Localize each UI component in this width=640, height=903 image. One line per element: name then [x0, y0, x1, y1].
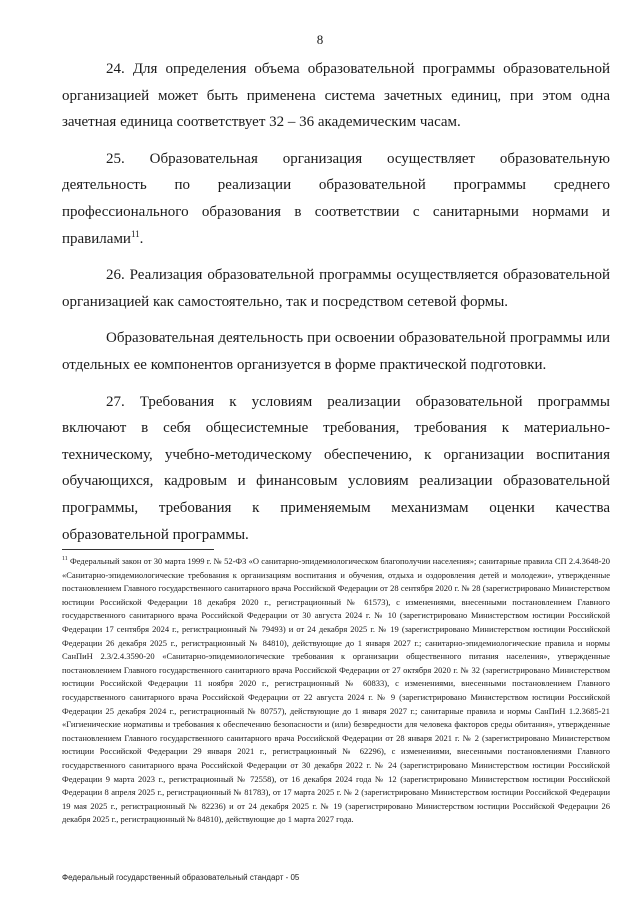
- paragraph-text: 25. Образовательная организация осуществляет образовательную деятельность по реализации образовательной программы среднего профессионального образования в соответствии с санитарными нормами и правилами: [62, 150, 610, 247]
- paragraph-text: 26. Реализация образовательной программы осуществляется образовательной организацией как самостоятельно, так и посредством сетевой формы.: [62, 267, 610, 310]
- paragraph-25: [62, 146, 610, 252]
- footnote-divider: [62, 549, 214, 550]
- paragraph-text: 24. Для определения объема образовательной программы образовательной организацией может быть применена система зачетных единиц, при этом одна зачетная единица соответствует 32 – 36 академическим часам.: [62, 61, 610, 131]
- footnote-number: 11: [62, 556, 68, 563]
- paragraph-26: [62, 262, 610, 315]
- page-number: 8: [316, 32, 324, 47]
- paragraph-27: [62, 389, 610, 549]
- main-text: [62, 56, 610, 558]
- footnote-11: [62, 555, 610, 827]
- paragraph-text: 27. Требования к условиям реализации образовательной программы включают в себя общесистемные требования, требования к материально-техническому, учебно-методическому обеспечению, к организации воспитания обучающихся, кадровым и финансовым условиям реализации образовательной программы, требования к применяемым механизмам оценки качества образовательной программы.: [62, 393, 610, 543]
- paragraph-practical-training: [62, 325, 610, 378]
- footnote-reference[interactable]: 11: [130, 228, 140, 239]
- paragraph-text: Образовательная деятельность при освоении образовательной программы или отдельных ее компонентов организуется в форме практической подготовки.: [62, 330, 610, 373]
- page-footer: Федеральный государственный образовательный стандарт - 05: [62, 873, 300, 882]
- footnote-text: Федеральный закон от 30 марта 1999 г. № 52-ФЗ «О санитарно-эпидемиологическом благополучии населения»; санитарные правила СП 2.4.3648-20 «Санитарно-эпидемиологические требования к организациям воспитания и обучения, отдыха и оздоровления детей и молодежи», утвержденные постановлением Главного государственного санитарного врача Российской Федерации от 28 сентября 2020 г. № 28 (зарегистрировано Министерством юстиции Российской Федерации 18 декабря 2020 г., регистрационный № 61573), с изменениями, внесенными постановлением Главного государственного санитарного врача Российской Федерации от 30 августа 2024 г. № 10 (зарегистрировано Министерством юстиции Российской Федерации 17 сентября 2024 г., регистрационный № 79493) и от 24 декабря 2025 г. № 19 (зарегистрировано Министерством юстиции Российской Федерации 26 декабря 2025 г., регистрационный № 84810), действующие до 1 января 2027 г.; санитарно-эпидемиологические правила и нормы СанПиН 2.3/2.4.3590-20 «Санитарно-эпидемиологические требования к организации общественного питания населения», утвержденные постановлением Главного государственного санитарного врача Российской Федерации от 27 октября 2020 г. № 32 (зарегистрировано Министерством юстиции Российской Федерации 11 ноября 2020 г., регистрационный № 60833), с изменениями, внесенными постановлением Главного государственного санитарного врача Российской Федерации от 22 августа 2024 г. № 9 (зарегистрировано Министерством юстиции Российской Федерации 25 декабря 2024 г., регистрационный № 80757), действующие до 1 января 2027 г.; санитарные правила и нормы СанПиН 1.2.3685-21 «Гигиенические нормативы и требования к обеспечению безопасности и (или) безвредности для человека факторов среды обитания», утвержденные постановлением Главного государственного санитарного врача Российской Федерации от 28 января 2021 г. № 2 (зарегистрировано Министерством юстиции Российской Федерации 29 января 2021 г., регистрационный № 62296), с изменениями, внесенными постановлениями Главного государственного санитарного врача Российской Федерации от 30 декабря 2022 г. № 24 (зарегистрировано Министерством юстиции Российской Федерации 9 марта 2023 г., регистрационный № 72558), от 16 декабря 2024 года № 12 (зарегистрировано Министерством юстиции Российской Федерации 8 апреля 2025 г., регистрационный № 81783), от 17 марта 2025 г. № 2 (зарегистрировано Министерством юстиции Российской Федерации 19 мая 2025 г., регистрационный № 82236) и от 24 декабря 2025 г. № 19 (зарегистрировано Министерством юстиции Российской Федерации 26 декабря 2025 г., регистрационный № 84810), действующие до 1 марта 2027 года.: [62, 556, 611, 825]
- paragraph-24: [62, 56, 610, 136]
- paragraph-text-end: .: [139, 230, 144, 247]
